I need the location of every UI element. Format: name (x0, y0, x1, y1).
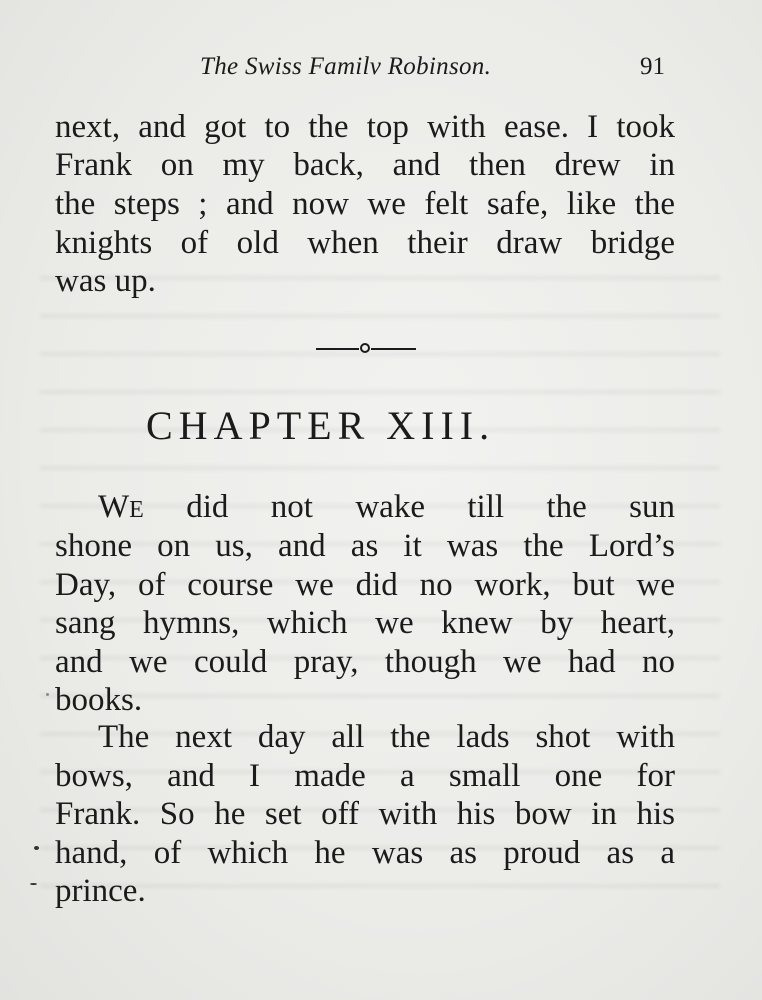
text-line: The next day all the lads shot with (98, 719, 675, 755)
text-line: and we could pray, though we had no (55, 644, 675, 680)
text-line: prince. (55, 873, 146, 909)
rule-right-bar (371, 348, 416, 350)
ink-speck (46, 693, 49, 696)
text-line-first (98, 488, 675, 529)
page-number: 91 (640, 53, 665, 80)
text-line: Frank on my back, and then drew in (55, 147, 675, 183)
text-line: Frank. So he set off with his bow in his (55, 796, 675, 832)
text-line: next, and got to the top with ease. I took (55, 109, 675, 145)
text-line: bows, and I made a small one for (55, 758, 675, 794)
first-line-rest: did not wake till the sun (143, 489, 675, 525)
text-line: Day, of course we did no work, but we (55, 567, 675, 603)
text-line: books. (55, 682, 143, 718)
ink-speck (34, 846, 39, 850)
rule-ornament-icon (360, 343, 370, 353)
text-line: was up. (55, 263, 156, 299)
dropcap-initial: W (98, 489, 130, 525)
rule-left-bar (316, 348, 359, 350)
text-line: the steps ; and now we felt safe, like the (55, 186, 675, 222)
section-ornament-rule (316, 340, 416, 358)
running-title: The Swiss Familv Robinson. (200, 53, 492, 80)
text-line: hand, of which he was as proud as a (55, 835, 675, 871)
text-line: knights of old when their draw bridge (55, 225, 675, 261)
ink-speck (30, 883, 37, 885)
text-line: shone on us, and as it was the Lord’s (55, 528, 675, 564)
dropcap-smallcap: E (129, 497, 144, 523)
text-line: sang hymns, which we knew by heart, (55, 605, 675, 641)
chapter-heading: CHAPTER XIII. (146, 403, 496, 448)
running-head (0, 50, 762, 84)
